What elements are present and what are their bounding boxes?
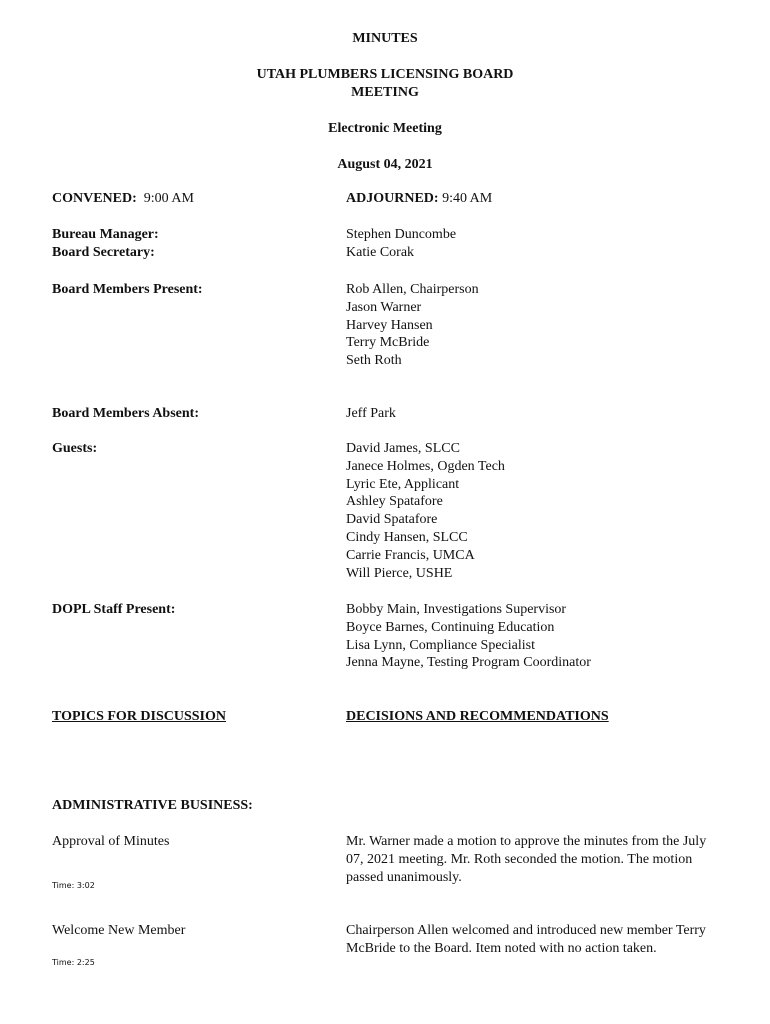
meeting-type: Electronic Meeting: [328, 121, 442, 136]
bureau-manager-name: Stephen Duncombe: [346, 227, 457, 242]
topic-welcome-new-member: Welcome New Member: [52, 923, 186, 938]
list-item: Jenna Mayne, Testing Program Coordinator: [346, 655, 591, 671]
board-secretary-name: Katie Corak: [346, 245, 415, 260]
list-item: Seth Roth: [346, 353, 402, 369]
members-absent-list: [346, 405, 396, 423]
list-item: Harvey Hansen: [346, 317, 433, 333]
document-title: MINUTES: [352, 31, 418, 46]
board-name-line2: MEETING: [351, 85, 419, 100]
list-item: Cindy Hansen, SLCC: [346, 529, 468, 545]
members-absent-label: Board Members Absent:: [52, 406, 199, 421]
guests-label: Guests:: [52, 441, 98, 456]
topic-time: Time: 2:25: [52, 958, 95, 967]
list-item: Janece Holmes, Ogden Tech: [346, 458, 505, 474]
list-item: Will Pierce, USHE: [346, 565, 453, 581]
list-item: Lyric Ete, Applicant: [346, 476, 460, 492]
guests-list: [346, 440, 505, 582]
list-item: Terry McBride: [346, 335, 430, 351]
bureau-manager-label: Bureau Manager:: [52, 227, 159, 242]
staff-present-label: DOPL Staff Present:: [52, 602, 176, 617]
list-item: Carrie Francis, UMCA: [346, 547, 475, 563]
decisions-column-header: DECISIONS AND RECOMMENDATIONS: [346, 709, 609, 724]
list-item: Ashley Spatafore: [346, 494, 443, 510]
list-item: Bobby Main, Investigations Supervisor: [346, 602, 567, 617]
staff-present-list: [346, 601, 591, 672]
adjourned-label: ADJOURNED:: [346, 191, 439, 206]
decision-welcome-new-member: Chairperson Allen welcomed and introduced new member Terry McBride to the Board. Item noted with no action taken.: [346, 923, 706, 956]
list-item: David James, SLCC: [346, 441, 460, 456]
topic-time: Time: 3:02: [52, 881, 95, 890]
adjourned-row: [346, 190, 492, 208]
board-name-line1: UTAH PLUMBERS LICENSING BOARD: [256, 67, 514, 82]
section-heading: ADMINISTRATIVE BUSINESS:: [52, 798, 253, 813]
board-secretary-label: Board Secretary:: [52, 245, 155, 260]
list-item: Boyce Barnes, Continuing Education: [346, 619, 555, 635]
convened-label: CONVENED:: [52, 191, 137, 206]
meeting-date: August 04, 2021: [337, 157, 433, 172]
members-present-list: [346, 281, 479, 370]
convened-time: 9:00 AM: [143, 191, 194, 206]
adjourned-time: 9:40 AM: [442, 191, 493, 206]
convened-row: [52, 190, 194, 208]
members-present-label: Board Members Present:: [52, 282, 203, 297]
list-item: Lisa Lynn, Compliance Specialist: [346, 637, 535, 653]
board-name: [0, 66, 770, 102]
list-item: Jason Warner: [346, 299, 422, 315]
topics-column-header: TOPICS FOR DISCUSSION: [52, 709, 227, 724]
topic-approval-of-minutes: Approval of Minutes: [52, 834, 170, 849]
list-item: David Spatafore: [346, 512, 438, 528]
decision-approval-of-minutes: Mr. Warner made a motion to approve the minutes from the July 07, 2021 meeting. Mr. Roth seconded the motion. The motion passed unanimously.: [346, 834, 707, 885]
list-item: Rob Allen, Chairperson: [346, 282, 479, 297]
list-item: Jeff Park: [346, 406, 396, 421]
